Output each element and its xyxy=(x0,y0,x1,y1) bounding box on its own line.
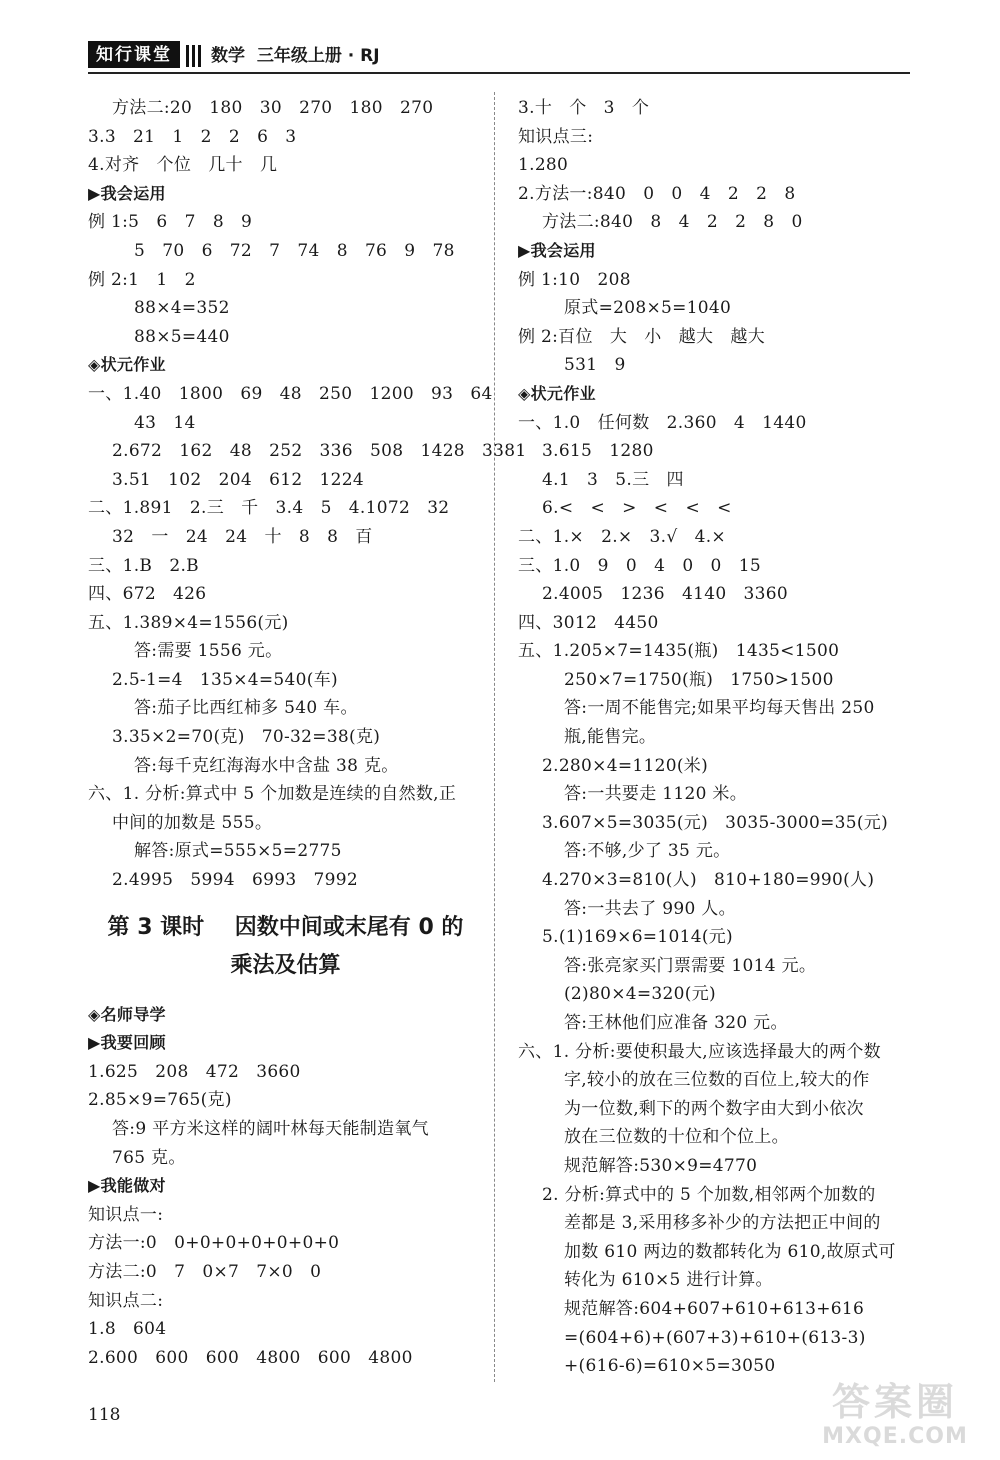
answer-line: 二、1.× 2.× 3.√ 4.× xyxy=(518,526,726,547)
answer-line: 一、1.40 1800 69 48 250 1200 93 64 xyxy=(88,383,493,404)
answer-line: 转化为 610×5 进行计算。 xyxy=(564,1270,773,1291)
page-header xyxy=(88,34,910,74)
answer-line: 规范解答:604+607+610+613+616 xyxy=(564,1298,865,1319)
brand-logo: 知行课堂 xyxy=(88,41,180,68)
answer-line: 三、1.0 9 0 4 0 0 15 xyxy=(518,555,762,576)
answer-line: 原式=208×5=1040 xyxy=(564,298,732,319)
answer-line: 3.3 21 1 2 2 6 3 xyxy=(88,126,297,147)
answer-line: 1.8 604 xyxy=(88,1319,167,1340)
answer-line: 32 一 24 24 十 8 8 百 xyxy=(112,526,373,547)
section-heading: ◈状元作业 xyxy=(88,355,166,375)
right-answers xyxy=(518,94,910,1381)
answer-line: 43 14 xyxy=(134,412,196,433)
section-heading: ▶我会运用 xyxy=(88,183,166,203)
left-column xyxy=(88,94,527,1372)
answer-line: 2. 分析:算式中的 5 个加数,相邻两个加数的 xyxy=(542,1184,876,1205)
answer-line: 765 克。 xyxy=(112,1147,186,1168)
answer-line: 瓶,能售完。 xyxy=(564,727,657,748)
answer-line: 3.35×2=70(克) 70-32=38(克) xyxy=(112,727,381,748)
answer-line: 1.625 208 472 3660 xyxy=(88,1061,301,1082)
answer-line: 方法二:20 180 30 270 180 270 xyxy=(112,98,434,118)
page-number: 118 xyxy=(88,1405,121,1425)
answer-line: 字,较小的放在三位数的百位上,较大的作 xyxy=(564,1070,870,1091)
lesson-title-line1: 第 3 课时 因数中间或末尾有 0 的 xyxy=(107,914,464,940)
answer-line: 三、1.B 2.B xyxy=(88,555,199,576)
answer-line: 二、1.891 2.三 千 3.4 5 4.1072 32 xyxy=(88,498,450,519)
brand-bars xyxy=(186,45,201,67)
answer-line: 2.方法一:840 0 0 4 2 2 8 xyxy=(518,183,796,204)
answer-line: 3.615 1280 xyxy=(542,441,654,462)
section-heading: ▶我要回顾 xyxy=(88,1033,166,1053)
answer-line: 一、1.0 任何数 2.360 4 1440 xyxy=(518,412,807,433)
answer-line: 答:9 平方米这样的阔叶林每天能制造氧气 xyxy=(112,1119,429,1139)
answer-line: 解答:原式=555×5=2775 xyxy=(134,841,342,862)
answer-line: =(604+6)+(607+3)+610+(613-3) xyxy=(564,1327,866,1348)
answer-line: 答:需要 1556 元。 xyxy=(134,641,283,662)
section-heading: ▶我能做对 xyxy=(88,1176,166,1196)
answer-line: 250×7=1750(瓶) 1750>1500 xyxy=(564,669,834,690)
watermark-text: 答案圈 xyxy=(831,1380,958,1424)
left-answers xyxy=(88,94,527,895)
column-divider xyxy=(494,92,495,1382)
answer-line: 四、3012 4450 xyxy=(518,612,659,633)
answer-line: 知识点三: xyxy=(518,126,594,147)
answer-line: 答:茄子比西红柿多 540 车。 xyxy=(134,698,358,719)
right-column xyxy=(518,94,910,1381)
answer-line: 方法一:0 0+0+0+0+0+0+0 xyxy=(88,1233,340,1254)
answer-line: 规范解答:530×9=4770 xyxy=(564,1155,758,1176)
answer-line: 88×5=440 xyxy=(134,326,230,347)
answer-line: 六、1. 分析:要使积最大,应该选择最大的两个数 xyxy=(518,1041,881,1062)
answer-line: 知识点一: xyxy=(88,1204,164,1225)
answer-line: 2.4995 5994 6993 7992 xyxy=(112,870,359,891)
answer-line: 2.4005 1236 4140 3360 xyxy=(542,584,789,605)
answer-line: 答:一共要走 1120 米。 xyxy=(564,784,747,805)
answer-line: 6.< < > < < < xyxy=(542,498,732,519)
left-answers-lesson3 xyxy=(88,1001,483,1373)
answer-line: 例 1:5 6 7 8 9 xyxy=(88,212,253,233)
answer-line: 例 1:10 208 xyxy=(518,269,631,290)
watermark xyxy=(800,1380,990,1455)
answer-line: 3.607×5=3035(元) 3035-3000=35(元) xyxy=(542,812,889,833)
answer-line: 2.672 162 48 252 336 508 1428 3381 xyxy=(112,441,527,462)
answer-line: 答:每千克红海海水中含盐 38 克。 xyxy=(134,755,399,776)
answer-line: 答:张亮家买门票需要 1014 元。 xyxy=(564,955,817,976)
answer-line: 5.(1)169×6=1014(元) xyxy=(542,927,733,948)
answer-line: 2.5-1=4 135×4=540(车) xyxy=(112,669,338,690)
answer-line: 六、1. 分析:算式中 5 个加数是连续的自然数,正 xyxy=(88,784,457,805)
answer-line: 2.280×4=1120(米) xyxy=(542,755,708,776)
answer-line: 3.十 个 3 个 xyxy=(518,98,650,118)
answer-line: 例 2:百位 大 小 越大 越大 xyxy=(518,326,765,347)
section-heading: ◈状元作业 xyxy=(518,383,596,403)
answer-line: 1.280 xyxy=(518,155,569,176)
answer-line: 加数 610 两边的数都转化为 610,故原式可 xyxy=(564,1241,896,1262)
answer-line: 答:王林他们应准备 320 元。 xyxy=(564,1013,788,1033)
lesson-title xyxy=(88,909,483,985)
answer-line: 差都是 3,采用移多补少的方法把正中间的 xyxy=(564,1213,881,1234)
answer-line: 为一位数,剩下的两个数字由大到小依次 xyxy=(564,1098,864,1119)
answer-line: 中间的加数是 555。 xyxy=(112,812,273,833)
lesson-title-line2: 乘法及估算 xyxy=(230,952,341,978)
answer-line: 2.600 600 600 4800 600 4800 xyxy=(88,1347,413,1368)
answer-line: 五、1.389×4=1556(元) xyxy=(88,612,289,633)
answer-line: 方法二:0 7 0×7 7×0 0 xyxy=(88,1261,322,1282)
answer-line: 5 70 6 72 7 74 8 76 9 78 xyxy=(134,240,455,261)
answer-line: 4.270×3=810(人) 810+180=990(人) xyxy=(542,870,875,891)
answer-line: 答:一周不能售完;如果平均每天售出 250 xyxy=(564,698,875,719)
answer-line: +(616-6)=610×5=3050 xyxy=(564,1356,776,1377)
answer-line: 四、672 426 xyxy=(88,584,207,605)
answer-line: 放在三位数的十位和个位上。 xyxy=(564,1127,789,1148)
answer-line: 方法二:840 8 4 2 2 8 0 xyxy=(542,212,803,233)
answer-line: 531 9 xyxy=(564,355,626,376)
answer-line: 88×4=352 xyxy=(134,298,230,319)
answer-line: (2)80×4=320(元) xyxy=(564,984,716,1005)
section-heading: ▶我会运用 xyxy=(518,240,596,260)
answer-line: 答:不够,少了 35 元。 xyxy=(564,841,731,862)
answer-line: 知识点二: xyxy=(88,1290,164,1311)
answer-line: 4.1 3 5.三 四 xyxy=(542,469,684,490)
answer-line: 答:一共去了 990 人。 xyxy=(564,898,736,919)
answer-line: 五、1.205×7=1435(瓶) 1435<1500 xyxy=(518,641,840,662)
section-heading: ◈名师导学 xyxy=(88,1004,166,1024)
answer-line: 4.对齐 个位 几十 几 xyxy=(88,155,278,176)
watermark-url: MXQE.COM xyxy=(822,1424,968,1449)
book-subject: 数学 三年级上册 · RJ xyxy=(211,46,380,66)
answer-line: 2.85×9=765(克) xyxy=(88,1090,232,1111)
answer-line: 例 2:1 1 2 xyxy=(88,269,196,290)
answer-line: 3.51 102 204 612 1224 xyxy=(112,469,365,490)
